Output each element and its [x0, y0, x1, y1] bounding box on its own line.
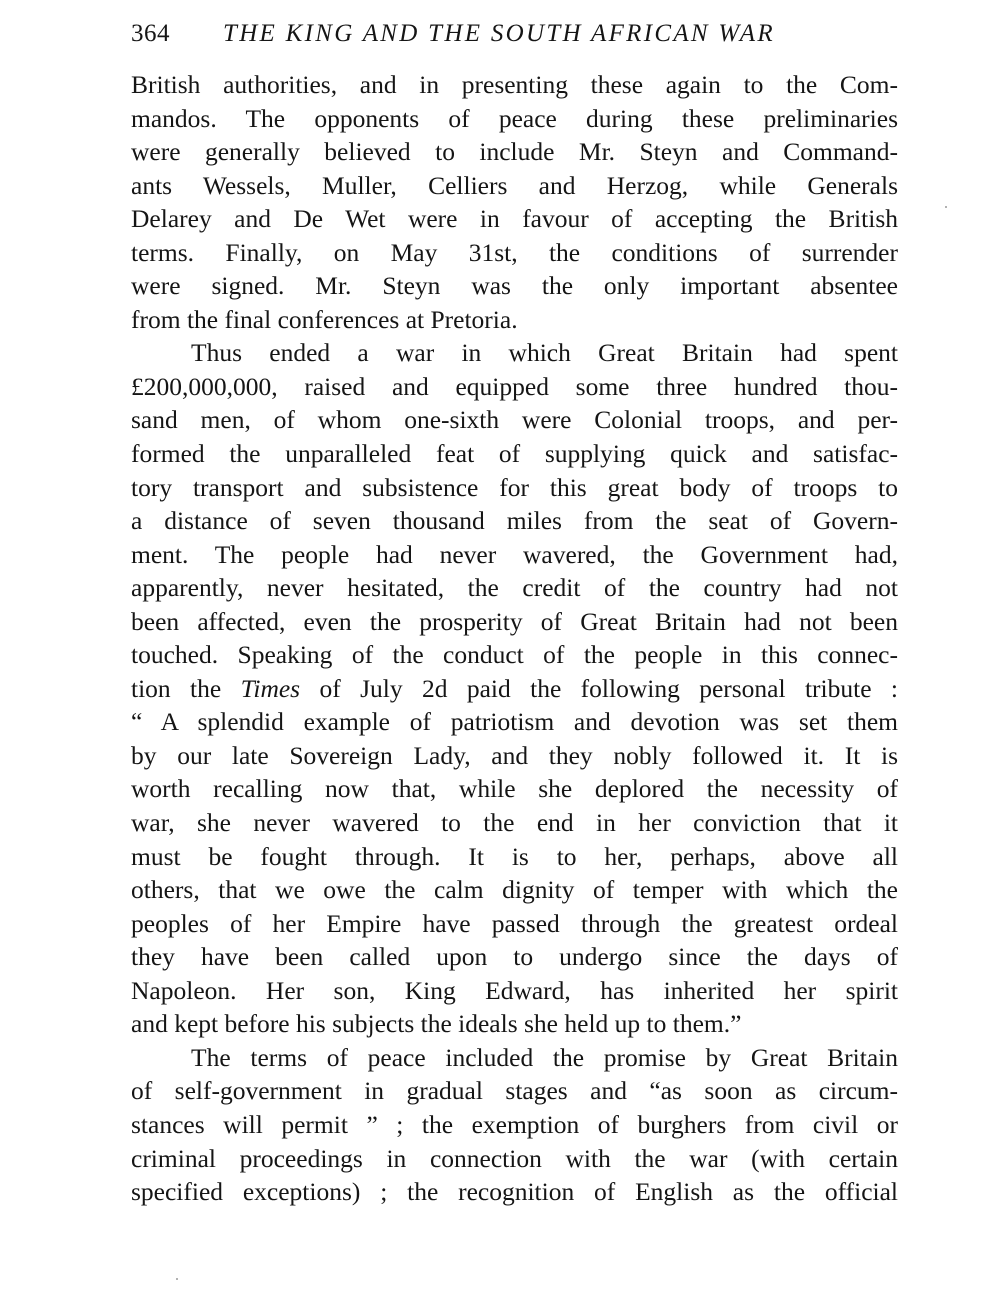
text-line: of self-government in gradual stages and “as soon as circum-: [131, 1076, 898, 1106]
quote-line: must be fought through. It is to her, perhaps, above all: [131, 841, 898, 871]
paragraph-1: [131, 68, 898, 336]
text-line: were generally believed to include Mr. Steyn and Command-: [131, 137, 898, 167]
quote-line: by our late Sovereign Lady, and they nobly followed it. It is: [131, 740, 898, 770]
times-line-before: tion the: [131, 673, 241, 703]
text-line: were signed. Mr. Steyn was the only important absentee: [131, 271, 898, 301]
quote-line: war, she never wavered to the end in her conviction that it: [131, 808, 898, 838]
text-line: The terms of peace included the promise by Great Britain: [191, 1042, 898, 1072]
quote-line: worth recalling now that, while she deplored the necessity of: [131, 774, 898, 804]
text-line: specified exceptions) ; the recognition of English as the official: [131, 1177, 898, 1207]
text-line: formed the unparalleled feat of supplying quick and satisfac-: [131, 439, 898, 469]
page-number: 364: [131, 20, 170, 47]
times-line-after: of July 2d paid the following personal tribute :: [300, 673, 898, 703]
quote-line: Napoleon. Her son, King Edward, has inherited her spirit: [131, 975, 898, 1005]
text-line: stances will permit ” ; the exemption of burghers from civil or: [131, 1109, 898, 1139]
text-line: terms. Finally, on May 31st, the conditions of surrender: [131, 237, 898, 267]
running-head: [131, 14, 898, 54]
text-line: apparently, never hesitated, the credit of the country had not: [131, 573, 898, 603]
quote-line: and kept before his subjects the ideals she held up to them.”: [131, 1009, 742, 1039]
paragraph-2: [131, 336, 898, 1040]
text-line: been affected, even the prosperity of Great Britain had not been: [131, 606, 898, 636]
quote-line: “ A splendid example of patriotism and devotion was set them: [131, 707, 898, 737]
text-line: Delarey and De Wet were in favour of accepting the British: [131, 204, 898, 234]
body-text: [131, 68, 898, 1209]
text-line: mandos. The opponents of peace during these preliminaries: [131, 103, 898, 133]
paper-speck: [945, 206, 947, 208]
text-line: Thus ended a war in which Great Britain had spent: [191, 338, 898, 368]
text-line: tory transport and subsistence for this great body of troops to: [131, 472, 898, 502]
quote-line: they have been called upon to undergo since the days of: [131, 942, 898, 972]
text-line: ants Wessels, Muller, Celliers and Herzog, while Generals: [131, 170, 898, 200]
text-line: criminal proceedings in connection with the war (with certain: [131, 1143, 898, 1173]
times-title: Times: [240, 673, 301, 703]
text-line: touched. Speaking of the conduct of the people in this connec-: [131, 640, 898, 670]
text-line-times: [131, 672, 898, 706]
paper-speck: [176, 1278, 178, 1280]
text-line: £200,000,000, raised and equipped some three hundred thou-: [131, 371, 898, 401]
text-line: from the final conferences at Pretoria.: [131, 304, 518, 334]
text-line: British authorities, and in presenting these again to the Com-: [131, 70, 898, 99]
paragraph-3: [131, 1041, 898, 1209]
text-line: ment. The people had never wavered, the Government had,: [131, 539, 898, 569]
text-line: sand men, of whom one-sixth were Colonial troops, and per-: [131, 405, 898, 435]
text-line: a distance of seven thousand miles from the seat of Govern-: [131, 506, 898, 536]
quote-line: peoples of her Empire have passed through the greatest ordeal: [131, 908, 898, 938]
running-title: THE KING AND THE SOUTH AFRICAN WAR: [223, 20, 775, 47]
quote-line: others, that we owe the calm dignity of temper with which the: [131, 875, 898, 905]
